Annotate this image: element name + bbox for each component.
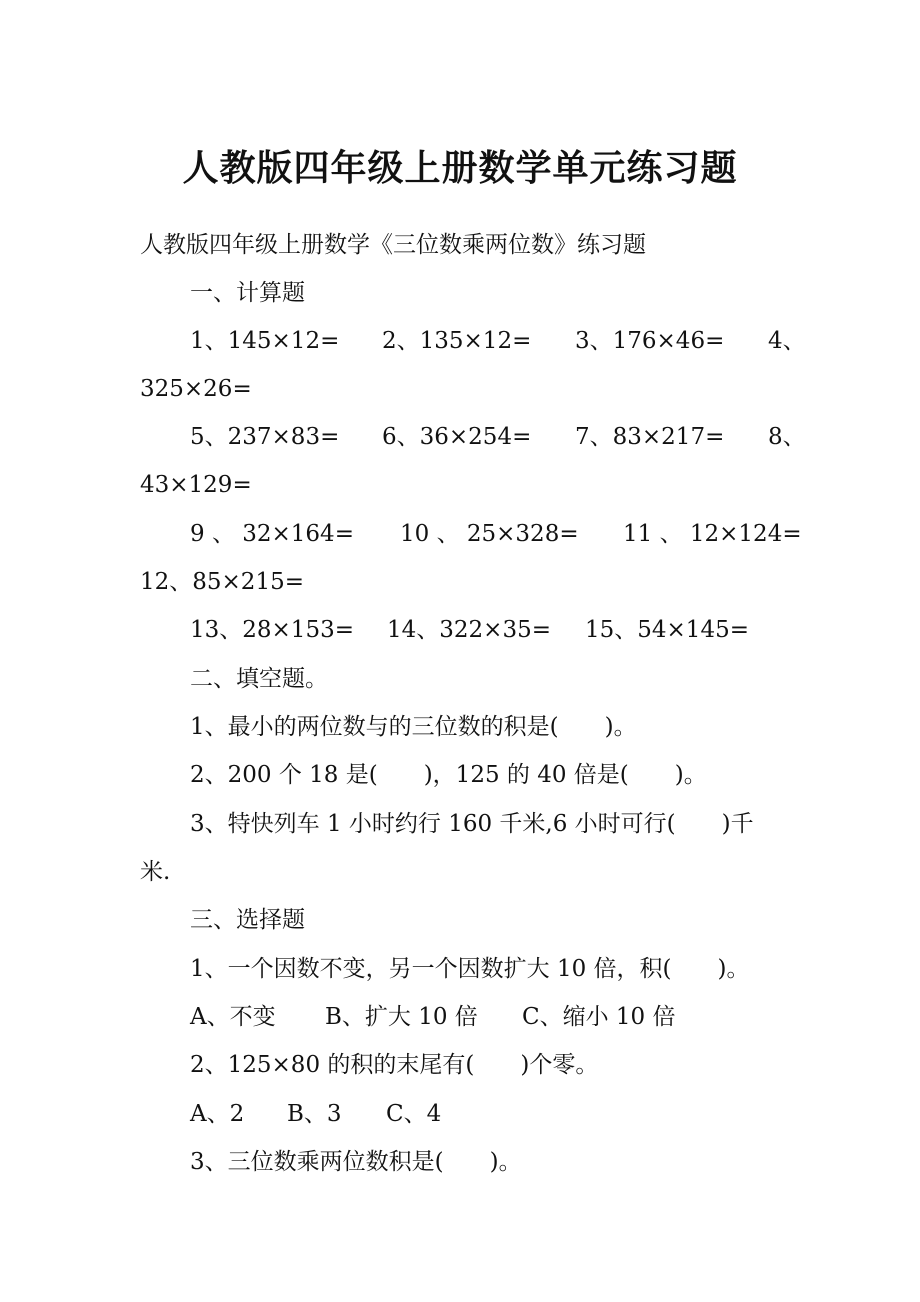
- calc-problem: 9 、 32×164=: [190, 521, 354, 547]
- calc-problem: 10 、 25×328=: [400, 521, 579, 547]
- fill-blank-question: 1、最小的两位数与的三位数的积是( )。: [190, 714, 637, 740]
- choice-option: C、缩小 10 倍: [522, 1004, 676, 1030]
- calc-problem: 1、145×12=: [190, 328, 340, 354]
- fill-blank-question-continuation: 米.: [140, 859, 171, 885]
- calc-problem: 4、: [768, 328, 806, 354]
- section-heading-calculation: 一、计算题: [190, 280, 305, 306]
- choice-option: A、2: [190, 1101, 245, 1127]
- page-title: 人教版四年级上册数学单元练习题: [182, 147, 738, 189]
- calc-problem-continuation: 43×129=: [140, 472, 252, 498]
- calc-problem: 14、322×35=: [387, 617, 551, 643]
- section-heading-multiple-choice: 三、选择题: [190, 907, 305, 933]
- choice-question: 2、125×80 的积的末尾有( )个零。: [190, 1052, 599, 1078]
- fill-blank-question: 3、特快列车 1 小时约行 160 千米,6 小时可行( )千: [190, 811, 754, 837]
- section-heading-fill-blank: 二、填空题。: [190, 666, 328, 692]
- choice-option: B、3: [287, 1101, 342, 1127]
- document-subtitle: 人教版四年级上册数学《三位数乘两位数》练习题: [140, 232, 646, 258]
- calc-problem: 5、237×83=: [190, 424, 340, 450]
- choice-option: B、扩大 10 倍: [325, 1004, 478, 1030]
- calc-problem-continuation: 325×26=: [140, 376, 252, 402]
- calc-problem: 3、176×46=: [575, 328, 725, 354]
- calc-problem: 13、28×153=: [190, 617, 354, 643]
- choice-question: 3、三位数乘两位数积是( )。: [190, 1149, 522, 1175]
- calc-problem: 6、36×254=: [382, 424, 532, 450]
- calc-problem: 11 、 12×124=: [623, 521, 802, 547]
- choice-option: A、不变: [190, 1004, 276, 1030]
- calc-problem: 8、: [768, 424, 806, 450]
- fill-blank-question: 2、200 个 18 是( )，125 的 40 倍是( )。: [190, 762, 707, 788]
- calc-problem: 7、83×217=: [575, 424, 725, 450]
- choice-question: 1、一个因数不变，另一个因数扩大 10 倍，积( )。: [190, 956, 750, 982]
- choice-option: C、4: [386, 1101, 442, 1127]
- calc-problem: 15、54×145=: [585, 617, 749, 643]
- calc-problem: 2、135×12=: [382, 328, 532, 354]
- calc-problem: 12、85×215=: [140, 569, 304, 595]
